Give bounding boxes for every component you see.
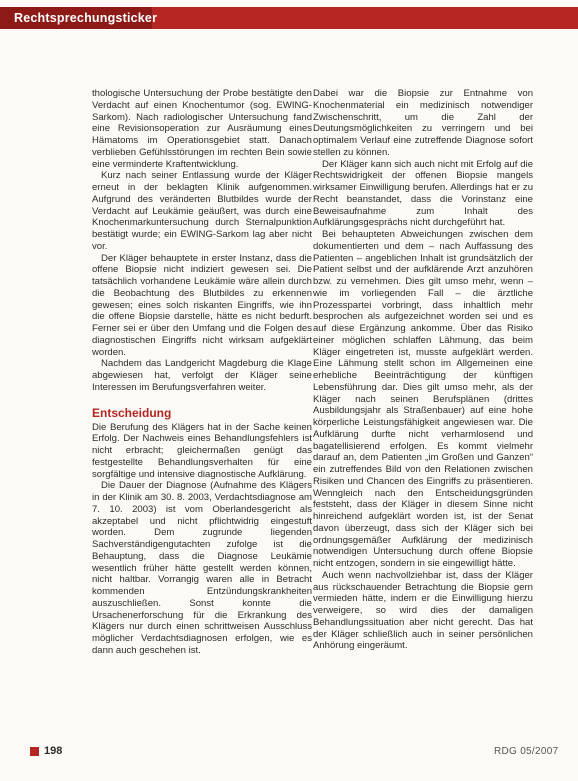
paragraph: Nachdem das Landgericht Magdeburg die Klage abgewiesen hat, verfolgt der Kläger seine Interessen im Berufungsverfahren weiter. xyxy=(92,358,312,393)
paragraph: thologische Untersuchung der Probe bestätigte den Verdacht auf einen Knochentumor (sog. EWING-Sarkom). Nach radiologischer Untersuchung fand eine Revisionsoperation zur Ausräumung eines Hämatoms im Operationsgebiet statt. Danach verblieben Gefühlsstörungen im rechten Bein sowie eine verminderte Kraftentwicklung. xyxy=(92,88,312,170)
section-heading: Entscheidung xyxy=(92,405,172,420)
paragraph: Die Dauer der Diagnose (Aufnahme des Klägers in der Klinik am 30. 8. 2003, Verdachtsdiagnose am 7. 10. 2003) ist vom Oberlandesgericht als akzeptabel und nicht pflichtwidrig eingestuft worden. Dem zugrunde liegenden Sachverständigengutachten zufolge ist die Behauptung, dass die Diagnose Leukämie wesentlich früher hätte gestellt werden können, nicht haltbar. Vorrangig waren alle in Betracht kommenden Entzündungskrankheiten auszuschließen. Sonst konnte die Ursachenerforschung für die Erkrankung des Klägers nur durch einen schrittweisen Ausschluss möglicher Verdachtsdiagnosen erfolgen, wie es dann auch geschehen ist. xyxy=(92,480,312,656)
issue-label: RDG 05/2007 xyxy=(494,746,559,757)
section-header-bar xyxy=(0,7,578,29)
paragraph: Bei behaupteten Abweichungen zwischen dem dokumentierten und dem – nach Auffassung des Patienten – angeblichen Inhalt ist grundsätzlich der Patient selbst und der aufklärende Arzt anzuhören bzw. zu vernehmen. Dies gilt umso mehr, wenn – wie im vorliegenden Fall – die ärztliche Prozesspartei vorbringt, dass inhaltlich mehr besprochen als aufgezeichnet worden sei und es auf diese Ergänzung ankomme. Über das Risiko einer möglichen schlaffen Lähmung, das beim Kläger eingetreten ist, musste aufgeklärt werden. Eine Lähmung stellt schon im Allgemeinen eine erhebliche Beeinträchtigung der künftigen Lebensführung dar. Dies gilt umso mehr, als der Kläger nach seinen Berufsplänen (drittes Ausbildungsjahr als Straßenbauer) auf eine hohe körperliche Leistungsfähigkeit angewiesen war. Die Aufklärung durfte nicht verharmlosend und bagatellisierend erfolgen. Es kommt vielmehr darauf an, dem Patienten „im Großen und Ganzen“ ein zutreffendes Bild von den Relationen zwischen Risiken und Chancen des Eingriffs zu präsentieren. Wenngleich nach den Entscheidungsgründen feststeht, dass der Kläger in diesem Sinne nicht hinreichend aufgeklärt worden ist, ist der Senat davon überzeugt, dass sich der Kläger sich bei ordnungsgemäßer Aufklärung der medizinisch notwendigen Untersuchung durch offene Biopsie nicht entzogen, sondern in sie eingewilligt hätte. xyxy=(313,229,533,569)
paragraph: Dabei war die Biopsie zur Entnahme von Knochenmaterial ein medizinisch notwendiger Zwischenschritt, um die Zahl der Deutungsmöglichkeiten zu verringern und bei optimalem Verlauf eine zutreffende Diagnose sofort stellen zu können. xyxy=(313,88,533,158)
page-number: 198 xyxy=(44,745,63,757)
paragraph: Auch wenn nachvollziehbar ist, dass der Kläger aus rückschauender Betrachtung die Biopsie gern vermieden hätte, indem er die Einwilligung hierzu verweigere, so wird dies der damaligen Behandlungssituation aber nicht gerecht. Das hat der Kläger schließlich auch in seiner persönlichen Anhörung eingeräumt. xyxy=(313,569,533,652)
paragraph: Die Berufung des Klägers hat in der Sache keinen Erfolg. Der Nachweis eines Behandlungsfehlers ist nicht erbracht; gleichermaßen genügt das festgestellte Behandlungsverhalten für eine sorgfältige und intensive diagnostische Aufklärung. xyxy=(92,421,312,480)
paragraph: Der Kläger kann sich auch nicht mit Erfolg auf die Rechtswidrigkeit der offenen Biopsie mangels wirksamer Einwilligung berufen. Allerdings hat er zu Recht beanstandet, dass die Vorinstanz eine Beweisaufnahme zum Inhalt des Aufklärungsgesprächs nicht durchgeführt hat. xyxy=(313,158,533,229)
footer-square-icon xyxy=(30,747,39,756)
paragraph: Der Kläger behauptete in erster Instanz, dass die offene Biopsie nicht indiziert gewesen sei. Die tatsächlich vorhandene Leukämie wäre allein durch die Beobachtung des Blutbildes zu erkennen gewesen; eines solch riskanten Eingriffs, wie ihn die offene Biopsie darstelle, hätte es nicht bedurft. Ferner sei er über den Umfang und die Folgen des diagnostischen Eingriffs nicht wirksam aufgeklärt worden. xyxy=(92,252,312,358)
paragraph: Kurz nach seiner Entlassung wurde der Kläger erneut in der beklagten Klinik aufgenommen. Aufgrund des veränderten Blutbildes wurde der Verdacht auf Leukämie geäußert, was durch eine Knochenmarkuntersuchung durch Sternalpunktion bestätigt wurde; ein EWING-Sarkom lag aber nicht vor. xyxy=(92,170,312,252)
right-column xyxy=(313,88,533,652)
left-column xyxy=(92,88,312,657)
section-header-tab xyxy=(0,7,158,29)
section-title: Rechtsprechungsticker xyxy=(14,11,158,25)
